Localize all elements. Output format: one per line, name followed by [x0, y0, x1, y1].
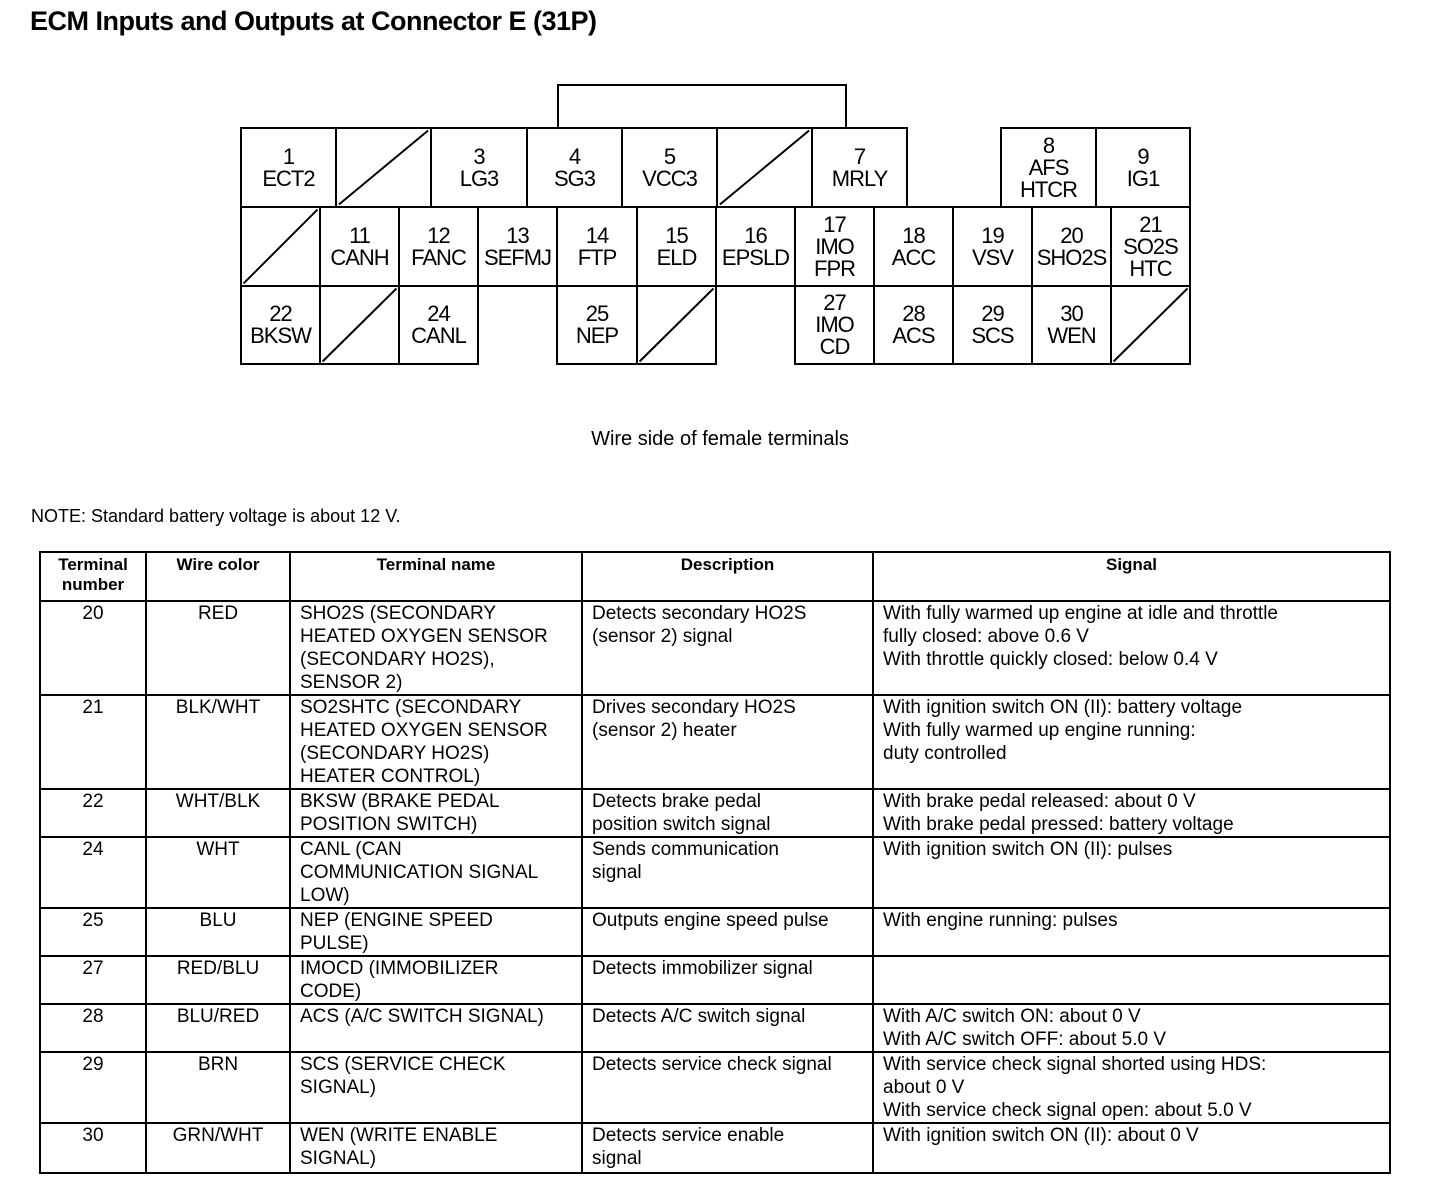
table-row [40, 837, 1390, 908]
terminal-number-cell [40, 908, 146, 956]
cell-text: With service check signal shorted using HDS: about 0 V With service check signal open: about 5.0 V [883, 1054, 1267, 1121]
terminal-name-cell [290, 837, 582, 908]
description-cell [582, 908, 873, 956]
cell-text: BRN [197, 1054, 239, 1075]
cell-text: RED/BLU [176, 958, 260, 979]
page-title: ECM Inputs and Outputs at Connector E (31P) [30, 6, 597, 36]
description-cell [582, 1123, 873, 1173]
terminal-number: 4 [568, 143, 581, 169]
terminal-name: LG3 [459, 165, 499, 191]
terminal-name: WEN [1047, 323, 1096, 348]
signal-cell [873, 789, 1390, 837]
terminal-cell-3 [430, 127, 528, 208]
cell-text: 24 [82, 839, 104, 860]
terminal-name: NEP [575, 323, 619, 348]
wire-color-cell [146, 837, 290, 908]
terminal-cell-empty [636, 285, 717, 365]
unused-terminal-slash-icon [242, 208, 319, 285]
terminal-number: 7 [853, 143, 866, 169]
terminal-number: 5 [663, 143, 676, 169]
terminal-name-cell [290, 789, 582, 837]
wire-color-cell [146, 956, 290, 1004]
signal-cell [873, 695, 1390, 789]
terminal-number-cell [40, 1004, 146, 1052]
terminal-number: 24 [427, 301, 450, 326]
cell-text: NEP (ENGINE SPEED PULSE) [300, 910, 493, 954]
description-cell [582, 956, 873, 1004]
header-signal [873, 552, 1390, 601]
header-terminal-number [40, 552, 146, 601]
signal-cell [873, 908, 1390, 956]
cell-text: Drives secondary HO2S (sensor 2) heater [592, 697, 796, 741]
cell-text: BLK/WHT [175, 697, 261, 718]
terminal-cell-19 [952, 206, 1033, 287]
header-label: Description [680, 555, 775, 574]
terminal-number: 30 [1060, 301, 1083, 326]
cell-text: 28 [82, 1006, 104, 1027]
terminal-number: 21 [1139, 211, 1162, 237]
wire-color-cell [146, 1123, 290, 1173]
cell-text: With ignition switch ON (II): pulses [883, 839, 1173, 860]
terminal-name: CANL [411, 323, 466, 348]
terminal-number: 11 [349, 222, 370, 248]
terminal-cell-24 [398, 285, 479, 365]
description-cell [582, 1052, 873, 1123]
cell-text: IMOCD (IMMOBILIZER CODE) [300, 958, 499, 1002]
cell-text: BLU/RED [176, 1006, 260, 1027]
cell-text: 20 [82, 603, 104, 624]
header-label: Terminal name [376, 555, 496, 574]
cell-text: WHT [196, 839, 240, 860]
terminal-cell-5 [621, 127, 718, 208]
table-row [40, 1004, 1390, 1052]
terminal-name: FTP [577, 244, 617, 270]
unused-terminal-slash-icon [1112, 287, 1189, 363]
signal-cell [873, 601, 1390, 695]
terminal-name: SEFMJ [483, 244, 552, 270]
terminal-cell-empty [335, 127, 432, 208]
terminal-cell-11 [319, 206, 400, 287]
terminal-number-cell [40, 837, 146, 908]
terminal-cell-15 [636, 206, 717, 287]
description-cell [582, 789, 873, 837]
terminal-number: 1 [282, 143, 295, 169]
terminal-cell-30 [1031, 285, 1112, 365]
terminal-table [39, 551, 1391, 1174]
terminal-number: 3 [473, 143, 485, 169]
description-cell [582, 601, 873, 695]
wire-color-cell [146, 695, 290, 789]
terminal-number: 18 [902, 222, 925, 248]
terminal-name: ACS [892, 323, 935, 348]
cell-text: With ignition switch ON (II): battery voltage With fully warmed up engine running: duty controlled [883, 697, 1243, 764]
signal-cell [873, 1123, 1390, 1173]
cell-text: ACS (A/C SWITCH SIGNAL) [300, 1006, 544, 1027]
wire-color-cell [146, 1004, 290, 1052]
header-label: Wire color [176, 555, 260, 574]
terminal-cell-18 [873, 206, 954, 287]
terminal-number-cell [40, 695, 146, 789]
terminal-number-cell [40, 1052, 146, 1123]
terminal-name: VCC3 [642, 165, 697, 191]
header-description [582, 552, 873, 601]
cell-text: 29 [82, 1054, 104, 1075]
cell-text: BKSW (BRAKE PEDAL POSITION SWITCH) [300, 791, 500, 835]
header-label: Signal [1105, 555, 1157, 574]
terminal-name: VSV [971, 244, 1014, 270]
terminal-number: 22 [269, 301, 292, 326]
terminal-number: 25 [585, 301, 609, 326]
cell-text: Sends communication signal [592, 839, 779, 883]
cell-text: Detects secondary HO2S (sensor 2) signal [592, 603, 807, 647]
terminal-name: EPSLD [721, 244, 790, 270]
table-row [40, 789, 1390, 837]
terminal-name: IG1 [1126, 165, 1160, 191]
terminal-cell-20 [1031, 206, 1112, 287]
cell-text: With brake pedal released: about 0 V With brake pedal pressed: battery voltage [883, 791, 1234, 835]
signal-cell [873, 837, 1390, 908]
table-row [40, 695, 1390, 789]
terminal-name: SHO2S [1036, 244, 1107, 270]
terminal-cell-25 [556, 285, 638, 365]
terminal-number-cell [40, 789, 146, 837]
terminal-cell-27 [794, 285, 875, 365]
terminal-number: 29 [981, 301, 1004, 326]
terminal-number: 28 [902, 301, 925, 326]
terminal-name: SO2S HTC [1123, 233, 1178, 281]
cell-text: Detects immobilizer signal [592, 958, 813, 979]
terminal-cell-22 [240, 285, 321, 365]
terminal-cell-17 [794, 206, 875, 287]
terminal-name-cell [290, 956, 582, 1004]
terminal-number-cell [40, 956, 146, 1004]
terminal-number: 15 [665, 222, 688, 248]
header-terminal-name [290, 552, 582, 601]
cell-text: WEN (WRITE ENABLE SIGNAL) [300, 1125, 498, 1169]
terminal-name: ACC [891, 244, 936, 270]
terminal-cell-8 [1000, 127, 1097, 208]
signal-cell [873, 1004, 1390, 1052]
terminal-cell-13 [477, 206, 558, 287]
cell-text: With engine running: pulses [883, 910, 1118, 931]
terminal-name-cell [290, 601, 582, 695]
cell-text: With A/C switch ON: about 0 V With A/C switch OFF: about 5.0 V [883, 1006, 1166, 1050]
terminal-cell-28 [873, 285, 954, 365]
header-label: Terminal number [58, 555, 128, 594]
note: NOTE: Standard battery voltage is about 12 V. [31, 506, 401, 526]
terminal-name-cell [290, 908, 582, 956]
unused-terminal-slash-icon [337, 129, 430, 206]
terminal-number: 13 [506, 222, 529, 248]
signal-cell [873, 1052, 1390, 1123]
terminal-name-cell [290, 695, 582, 789]
cell-text: WHT/BLK [175, 791, 261, 812]
connector-caption: Wire side of female terminals [591, 428, 849, 450]
terminal-name: ECT2 [262, 165, 315, 191]
terminal-name: MRLY [831, 165, 888, 191]
cell-text: GRN/WHT [172, 1125, 264, 1146]
terminal-number: 27 [823, 290, 846, 315]
terminal-cell-empty [716, 127, 813, 208]
cell-text: With fully warmed up engine at idle and throttle fully closed: above 0.6 V With throttle quickly closed: below 0.4 V [883, 603, 1278, 670]
terminal-name-cell [290, 1123, 582, 1173]
cell-text: RED [197, 603, 239, 624]
cell-text: Detects service enable signal [592, 1125, 785, 1169]
cell-text: Outputs engine speed pulse [592, 910, 829, 931]
terminal-cell-4 [526, 127, 623, 208]
terminal-name: CANH [330, 244, 389, 270]
wire-color-cell [146, 789, 290, 837]
terminal-cell-16 [715, 206, 796, 287]
terminal-name: ELD [656, 244, 697, 270]
cell-text: BLU [199, 910, 237, 931]
cell-text: 27 [82, 958, 104, 979]
terminal-name-cell [290, 1004, 582, 1052]
terminal-cell-9 [1095, 127, 1191, 208]
cell-text: SHO2S (SECONDARY HEATED OXYGEN SENSOR (SECONDARY HO2S), SENSOR 2) [300, 603, 548, 693]
terminal-name: IMO CD [815, 312, 854, 359]
description-cell [582, 695, 873, 789]
cell-text: 21 [82, 697, 104, 718]
cell-text: CANL (CAN COMMUNICATION SIGNAL LOW) [300, 839, 539, 906]
cell-text: With ignition switch ON (II): about 0 V [883, 1125, 1199, 1146]
terminal-number: 19 [981, 222, 1004, 248]
wire-color-cell [146, 601, 290, 695]
connector-diagram [0, 0, 1440, 400]
terminal-name: SG3 [553, 165, 596, 191]
unused-terminal-slash-icon [638, 287, 715, 363]
cell-text: Detects A/C switch signal [592, 1006, 806, 1027]
terminal-number: 8 [1042, 132, 1055, 158]
terminal-number-cell [40, 1123, 146, 1173]
terminal-number: 12 [427, 222, 450, 248]
terminal-cell-29 [952, 285, 1033, 365]
cell-text: 25 [82, 910, 104, 931]
terminal-number: 20 [1060, 222, 1083, 248]
cell-text: 22 [82, 791, 104, 812]
terminal-cell-empty [1110, 285, 1191, 365]
table-row [40, 956, 1390, 1004]
unused-terminal-slash-icon [718, 129, 811, 206]
table-row [40, 1052, 1390, 1123]
terminal-cell-empty [319, 285, 400, 365]
cell-text: SCS (SERVICE CHECK SIGNAL) [300, 1054, 506, 1098]
terminal-number: 14 [585, 222, 609, 248]
table-row [40, 1123, 1390, 1173]
terminal-cell-12 [398, 206, 479, 287]
terminal-name-cell [290, 1052, 582, 1123]
cell-text: SO2SHTC (SECONDARY HEATED OXYGEN SENSOR (SECONDARY HO2S) HEATER CONTROL) [300, 697, 548, 787]
terminal-name: BKSW [250, 323, 311, 348]
terminal-name: FANC [411, 244, 466, 270]
wire-color-cell [146, 908, 290, 956]
wire-color-cell [146, 1052, 290, 1123]
terminal-cell-14 [556, 206, 638, 287]
terminal-number: 17 [823, 211, 846, 237]
terminal-cell-empty [240, 206, 321, 287]
terminal-number: 9 [1137, 143, 1149, 169]
signal-cell [873, 956, 1390, 1004]
description-cell [582, 1004, 873, 1052]
cell-text: Detects service check signal [592, 1054, 832, 1075]
description-cell [582, 837, 873, 908]
terminal-number: 16 [744, 222, 767, 248]
unused-terminal-slash-icon [321, 287, 398, 363]
terminal-cell-7 [811, 127, 908, 208]
terminal-name: IMO FPR [814, 233, 855, 281]
terminal-cell-1 [240, 127, 337, 208]
cell-text: Detects brake pedal position switch signal [592, 791, 771, 835]
terminal-number-cell [40, 601, 146, 695]
terminal-name: SCS [971, 323, 1014, 348]
table-row [40, 601, 1390, 695]
header-wire-color [146, 552, 290, 601]
terminal-name: AFS HTCR [1019, 154, 1078, 202]
connector-lock-tab [557, 84, 847, 129]
terminal-cell-21 [1110, 206, 1191, 287]
cell-text: 30 [82, 1125, 104, 1146]
table-row [40, 908, 1390, 956]
